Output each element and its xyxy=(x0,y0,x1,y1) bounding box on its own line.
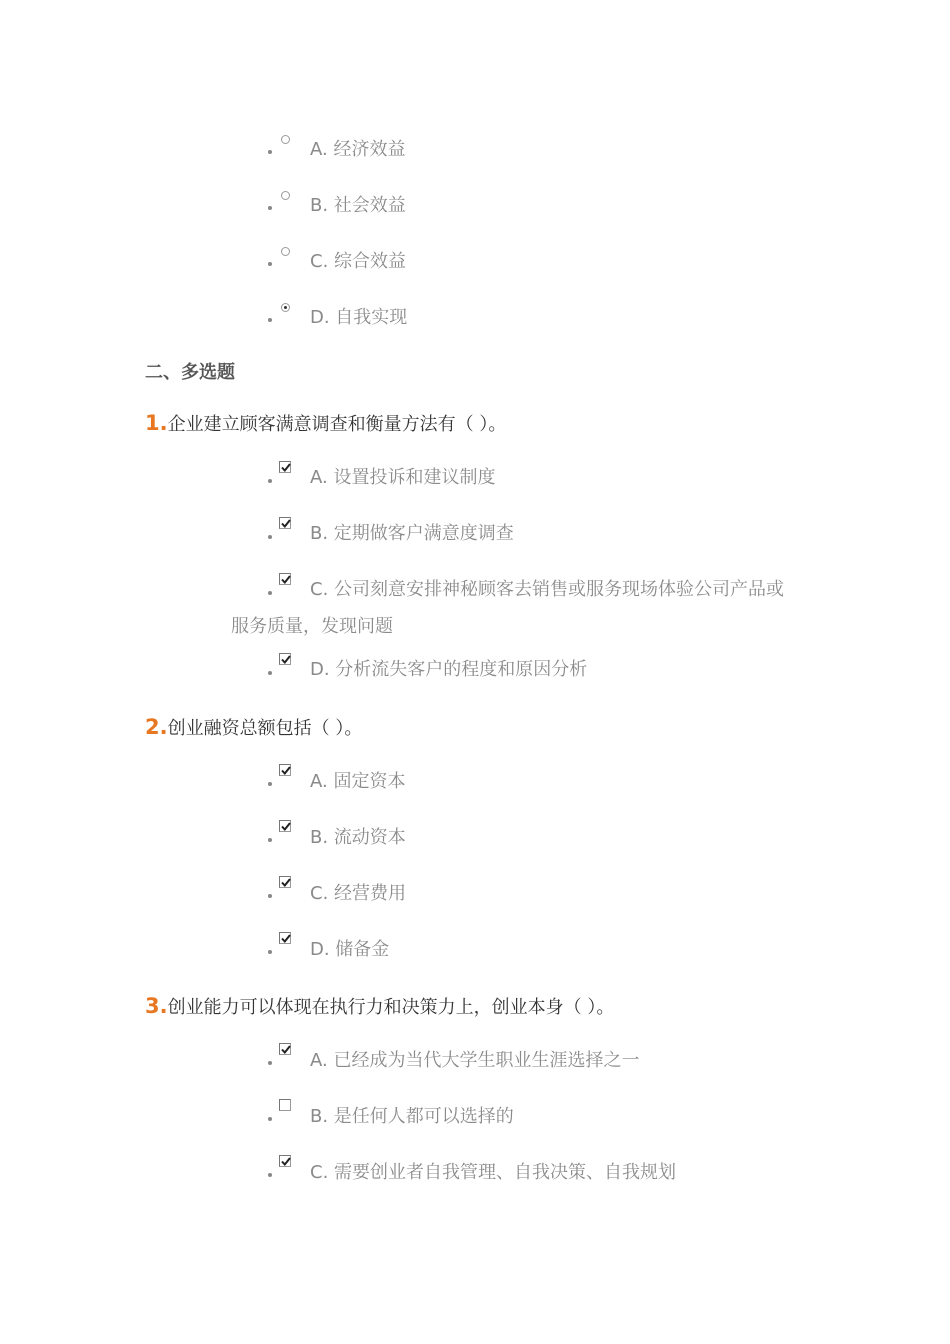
option-label: A. 设置投诉和建议制度 xyxy=(310,467,496,488)
bullet-icon xyxy=(268,535,272,539)
bullet-icon xyxy=(268,950,272,954)
bullet-icon xyxy=(268,1117,272,1121)
checkbox-checked[interactable] xyxy=(279,517,291,529)
option-label: B. 社会效益 xyxy=(310,195,406,216)
radio-button[interactable] xyxy=(281,135,290,144)
option-label: B. 流动资本 xyxy=(310,827,406,848)
bullet-icon xyxy=(268,671,272,675)
question-text: 创业融资总额包括（ ）。 xyxy=(167,718,363,739)
option-label: D. 分析流失客户的程度和原因分析 xyxy=(310,659,588,680)
checkbox-checked[interactable] xyxy=(279,653,291,665)
question-number: 2. xyxy=(145,715,168,739)
bullet-icon xyxy=(268,782,272,786)
option-label: A. 固定资本 xyxy=(310,771,406,792)
option-label: C. 综合效益 xyxy=(310,251,407,272)
checkmark-icon xyxy=(280,574,292,586)
checkmark-icon xyxy=(280,654,292,666)
checkmark-icon xyxy=(280,933,292,945)
radio-button[interactable] xyxy=(281,247,290,256)
bullet-icon xyxy=(268,206,272,210)
option-label: A. 经济效益 xyxy=(310,139,406,160)
bullet-icon xyxy=(268,894,272,898)
question-text: 创业能力可以体现在执行力和决策力上，创业本身（ ）。 xyxy=(167,997,615,1018)
checkmark-icon xyxy=(280,1156,292,1168)
question-number: 3. xyxy=(145,994,168,1018)
checkbox-unchecked[interactable] xyxy=(279,1099,291,1111)
option-label-continued: 服务质量，发现问题 xyxy=(231,616,393,637)
radio-button-selected[interactable] xyxy=(281,303,290,312)
bullet-icon xyxy=(268,262,272,266)
checkbox-checked[interactable] xyxy=(279,820,291,832)
checkmark-icon xyxy=(280,462,292,474)
bullet-icon xyxy=(268,150,272,154)
option-label: B. 是任何人都可以选择的 xyxy=(310,1106,514,1127)
question-heading xyxy=(145,994,614,1020)
question-heading xyxy=(145,411,506,437)
checkmark-icon xyxy=(280,877,292,889)
bullet-icon xyxy=(268,318,272,322)
section-title: 二、多选题 xyxy=(145,362,235,383)
option-label: A. 已经成为当代大学生职业生涯选择之一 xyxy=(310,1050,640,1071)
checkmark-icon xyxy=(280,518,292,530)
bullet-icon xyxy=(268,838,272,842)
checkbox-checked[interactable] xyxy=(279,876,291,888)
checkmark-icon xyxy=(280,821,292,833)
radio-button[interactable] xyxy=(281,191,290,200)
checkbox-checked[interactable] xyxy=(279,1043,291,1055)
checkbox-checked[interactable] xyxy=(279,573,291,585)
question-text: 企业建立顾客满意调查和衡量方法有（ ）。 xyxy=(167,414,507,435)
option-label: C. 经营费用 xyxy=(310,883,407,904)
bullet-icon xyxy=(268,591,272,595)
option-label: B. 定期做客户满意度调查 xyxy=(310,523,514,544)
checkmark-icon xyxy=(280,1044,292,1056)
option-label: C. 公司刻意安排神秘顾客去销售或服务现场体验公司产品或 xyxy=(310,579,785,600)
checkbox-checked[interactable] xyxy=(279,764,291,776)
question-number: 1. xyxy=(145,411,168,435)
option-label: C. 需要创业者自我管理、自我决策、自我规划 xyxy=(310,1162,677,1183)
bullet-icon xyxy=(268,1061,272,1065)
bullet-icon xyxy=(268,479,272,483)
bullet-icon xyxy=(268,1173,272,1177)
checkbox-checked[interactable] xyxy=(279,932,291,944)
question-heading xyxy=(145,715,362,741)
option-label: D. 储备金 xyxy=(310,939,390,960)
option-label: D. 自我实现 xyxy=(310,307,408,328)
checkbox-checked[interactable] xyxy=(279,1155,291,1167)
checkmark-icon xyxy=(280,765,292,777)
checkbox-checked[interactable] xyxy=(279,461,291,473)
